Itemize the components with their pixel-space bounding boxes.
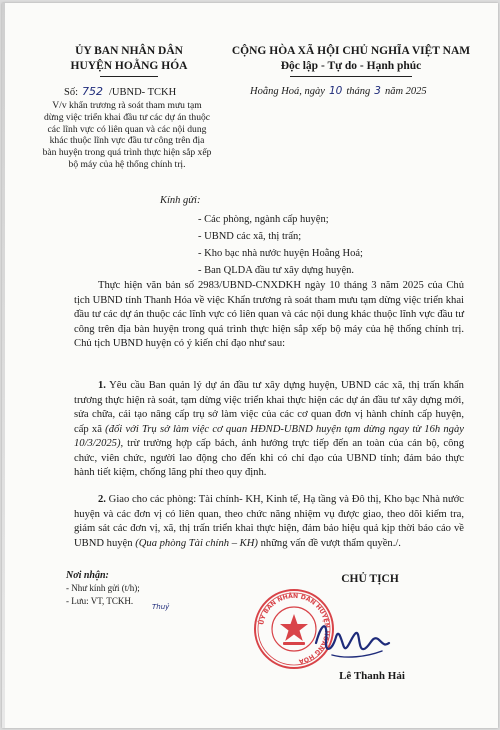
date-place: Hoằng Hoá, ngày bbox=[250, 86, 325, 97]
seal-text: ỦY BAN NHÂN DÂN HUYỆN HOẰNG HÓA bbox=[258, 592, 331, 665]
recipient-item: - Các phòng, ngành cấp huyện; bbox=[198, 214, 329, 225]
date-month-label: tháng bbox=[346, 86, 371, 97]
national-motto: Độc lập - Tự do - Hạnh phúc bbox=[280, 60, 422, 72]
document-number bbox=[64, 85, 176, 98]
item-1-text-b: , trừ trường hợp cấp bách, ảnh hưởng trực tiếp đến an toàn của cán bộ, công chức, viên chức, người lao động cho đến khi có chỉ đạo của UBND tỉnh; đảm bảo thực hành tiết kiệm, chống lãng phí theo quy định. bbox=[74, 438, 464, 478]
motto-underline bbox=[290, 76, 412, 77]
document-number-suffix: /UBND- TCKH bbox=[109, 87, 177, 98]
document-number-prefix: Số: bbox=[64, 87, 79, 98]
item-1-italic: (đối với Trụ sở làm việc cơ quan HĐND-UBND huyện tạm dừng ngay từ 16h ngày 10/3/2025) bbox=[74, 423, 464, 449]
issue-date bbox=[250, 85, 427, 97]
recipients-footer-item: - Lưu: VT, TCKH. bbox=[66, 596, 134, 606]
recipient-item: - UBND các xã, thị trấn; bbox=[198, 231, 302, 242]
date-year: năm 2025 bbox=[384, 86, 427, 97]
date-day: 10 bbox=[328, 85, 343, 97]
recipient-item: - Kho bạc nhà nước huyện Hoằng Hoá; bbox=[198, 248, 363, 259]
page-edge-shadow bbox=[2, 3, 5, 728]
item-1-number: 1. bbox=[98, 380, 106, 391]
item-2-text-a: Giao cho các phòng: Tài chính- KH, Kinh tế, Hạ tầng và Đô thị, Kho bạc Nhà nước huyện và các đơn vị có liên quan, theo chức năng nhiệm vụ được giao, theo dõi kiểm tra, giám sát các đơn vị, xã, thị trấn triển khai thực hiện, đảm bảo hiệu quả kịp thời báo cáo về UBND huyện bbox=[74, 494, 464, 549]
document-subject: V/v khẩn trương rà soát tham mưu tạm dừng việc triển khai đầu tư các dự án thuộc các lĩnh vực có liên quan và các nội dung khác thuộc lĩnh vực đầu tư công trên địa bàn huyện trong quá trình thực hiện sắp xếp bộ máy của hệ thống chính trị. bbox=[42, 100, 212, 170]
intro-paragraph: Thực hiện văn bản số 2983/UBND-CNXDKH ngày 10 tháng 3 năm 2025 của Chủ tịch UBND tỉnh Thanh Hóa về việc Khẩn trương rà soát tham mưu tạm dừng việc triển khai đầu tư các dự án thuộc các lĩnh vực có liên quan và các nội dung khác thuộc lĩnh vực đầu tư công trên địa bàn huyện trong quá trình thực hiện sắp xếp bộ máy của hệ thống chính trị. Chủ tịch UBND huyện có ý kiến chỉ đạo như sau: bbox=[74, 280, 464, 349]
recipients-label: Kính gửi: bbox=[160, 195, 201, 206]
item-2-italic: (Qua phòng Tài chính – KH) bbox=[135, 537, 258, 549]
org-underline bbox=[100, 76, 158, 77]
directive-item-2 bbox=[74, 493, 464, 551]
issuing-org-line2: HUYỆN HOẰNG HÓA bbox=[70, 60, 188, 72]
recipients-list bbox=[198, 211, 363, 279]
document-number-value: 752 bbox=[82, 85, 104, 98]
recipient-item: - Ban QLDA đầu tư xây dựng huyện. bbox=[198, 265, 355, 276]
national-title: CỘNG HÒA XÃ HỘI CHỦ NGHĨA VIỆT NAM bbox=[231, 45, 471, 57]
item-2-number: 2. bbox=[98, 494, 106, 505]
item-2-text-b: những vấn đề vượt thẩm quyền./. bbox=[260, 537, 401, 549]
item-1-text-a: Yêu cầu Ban quản lý dự án đầu tư xây dựng huyện, UBND các xã, thị trấn khẩn trương thực hiện rà soát, tạm dừng việc triển khai thực hiện các dự án đầu tư xây dựng mới, sửa chữa, cải tạo nâng cấp trụ sở làm việc của các cơ quan đơn vị hành chính cấp huyện, cấp xã bbox=[74, 380, 464, 435]
directive-item-1 bbox=[74, 379, 464, 481]
issuing-org-line1: ỦY BAN NHÂN DÂN bbox=[75, 45, 183, 57]
date-month: 3 bbox=[374, 85, 381, 97]
recipients-footer-item: - Như kính gửi (t/h); bbox=[66, 583, 140, 593]
signer-title: CHỦ TỊCH bbox=[341, 573, 399, 585]
signer-name: Lê Thanh Hải bbox=[339, 670, 405, 682]
drafter-initials: Thuỷ bbox=[152, 603, 170, 611]
recipients-footer-label: Nơi nhận: bbox=[66, 570, 109, 581]
signature-icon bbox=[312, 613, 392, 668]
document-page bbox=[2, 3, 498, 728]
